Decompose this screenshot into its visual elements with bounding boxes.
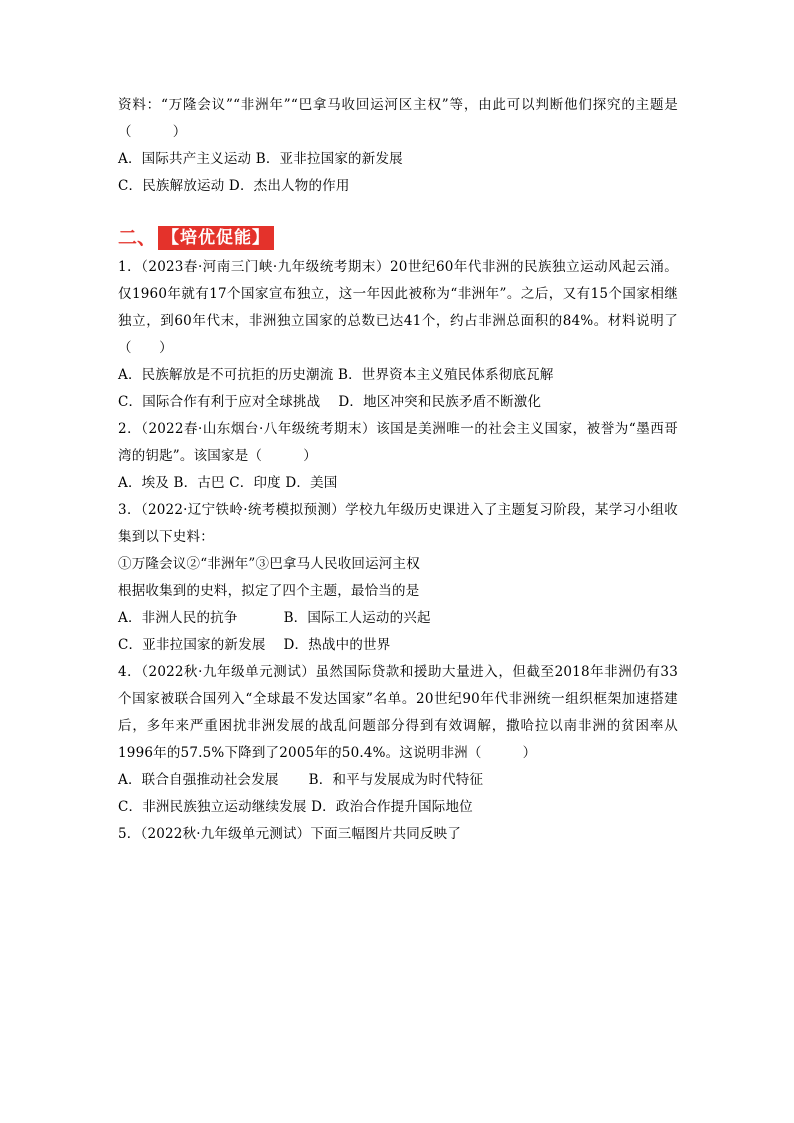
question-3-prompt: 根据收集到的史料，拟定了四个主题，最恰当的是 xyxy=(118,583,420,599)
question-3-option-b: B．国际工人运动的兴起 xyxy=(283,610,431,626)
question-4-stem: 4．（2022秋·九年级单元测试）虽然国际贷款和援助大量进入，但截至2018年非洲仍有33个国家被联合国列入“全球最不发达国家”名单。20世纪90年代非洲统一组织框架加速搭建后，多年来严重困扰非洲发展的战乱问题部分得到有效调解，撒哈拉以南非洲的贫困率从1996年的57.5%下降到了2005年的50.4%。这说明非洲（ ） xyxy=(118,664,678,761)
question-3-options-row-2 xyxy=(118,632,678,659)
question-1-option-d: D．地区冲突和民族矛盾不断激化 xyxy=(338,394,542,410)
question-5 xyxy=(118,821,678,848)
section-heading xyxy=(118,222,678,252)
question-3-options-row-1 xyxy=(118,605,678,632)
question-4-options-row-2 xyxy=(118,794,678,821)
question-3 xyxy=(118,497,678,659)
question-4-option-d: D．政治合作提升国际地位 xyxy=(311,799,473,815)
question-1-stem: 1．（2023春·河南三门峡·九年级统考期末）20世纪60年代非洲的民族独立运动风起云涌。仅1960年就有17个国家宣布独立，这一年因此被称为“非洲年”。之后，又有15个国家相继独立，到60年代末，非洲独立国家的总数已达41个，约占非洲总面积的84%。材料说明了（ ） xyxy=(118,259,678,356)
question-1-option-c: C．国际合作有利于应对全球挑战 xyxy=(118,394,321,410)
question-3-stem: 3．（2022·辽宁铁岭·统考模拟预测）学校九年级历史课进入了主题复习阶段，某学习小组收集到以下史料： xyxy=(118,502,678,545)
intro-question-text: 资料：“万隆会议”“非洲年”“巴拿马收回运河区主权”等，由此可以判断他们探究的主题是（ ） xyxy=(118,97,678,140)
question-1-option-a: A．民族解放是不可抗拒的历史潮流 xyxy=(118,367,334,383)
question-3-sources: ①万隆会议②“非洲年”③巴拿马人民收回运河主权 xyxy=(118,556,420,572)
document-content xyxy=(118,92,678,848)
section-number: 二、 xyxy=(118,227,157,249)
question-1 xyxy=(118,254,678,416)
question-2-options: A．埃及 B．古巴 C．印度 D．美国 xyxy=(118,475,338,491)
intro-options-row-1: A．国际共产主义运动 B．亚非拉国家的新发展 xyxy=(118,151,403,167)
question-5-stem: 5．（2022秋·九年级单元测试）下面三幅图片共同反映了 xyxy=(118,826,462,842)
question-3-option-c: C．亚非拉国家的新发展 xyxy=(118,637,266,653)
question-4-option-b: B．和平与发展成为时代特征 xyxy=(308,772,484,788)
question-4 xyxy=(118,659,678,821)
question-3-option-a: A．非洲人民的抗争 xyxy=(118,610,238,626)
question-4-option-c: C．非洲民族独立运动继续发展 xyxy=(118,799,307,815)
question-2 xyxy=(118,416,678,497)
question-1-options-row-1 xyxy=(118,362,678,389)
question-1-options-row-2 xyxy=(118,389,678,416)
section-title-badge: 【培优促能】 xyxy=(158,226,274,250)
question-4-options-row-1 xyxy=(118,767,678,794)
intro-options-row-2: C．民族解放运动 D．杰出人物的作用 xyxy=(118,178,350,194)
question-4-option-a: A．联合自强推动社会发展 xyxy=(118,772,279,788)
intro-question xyxy=(118,92,678,200)
question-2-stem: 2．（2022春·山东烟台·八年级统考期末）该国是美洲唯一的社会主义国家，被誉为“墨西哥湾的钥匙”。该国家是（ ） xyxy=(118,421,678,464)
question-1-option-b: B．世界资本主义殖民体系彻底瓦解 xyxy=(337,367,554,383)
question-3-option-d: D．热战中的世界 xyxy=(283,637,391,653)
